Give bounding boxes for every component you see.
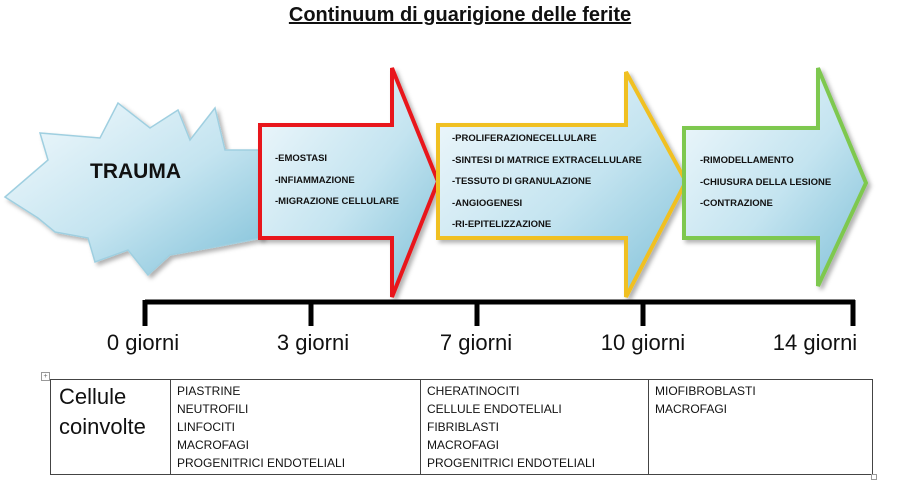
- cell-item: FIBRIBLASTI: [427, 420, 500, 434]
- diagram-title: Continuum di guarigione delle ferite: [288, 4, 632, 26]
- day-label-7: 7 giorni: [439, 330, 513, 355]
- phase-2-item: -TESSUTO DI GRANULAZIONE: [452, 176, 592, 187]
- day-label-14: 14 giorni: [772, 330, 858, 355]
- cell-item: NEUTROFILI: [177, 402, 249, 416]
- table-move-handle-icon[interactable]: +: [41, 372, 50, 381]
- cell-item: CHERATINOCITI: [427, 384, 520, 398]
- phase-3-item: -CHIUSURA DELLA LESIONE: [700, 176, 832, 188]
- phase-2-text: [452, 128, 642, 236]
- phase-1-item: -MIGRAZIONE CELLULARE: [275, 196, 400, 207]
- cell-item: PROGENITRICI ENDOTELIALI: [177, 456, 346, 470]
- phase-2-item: -ANGIOGENESI: [452, 197, 523, 209]
- timeline-axis: [145, 300, 855, 326]
- cell-item: MIOFIBROBLASTI: [655, 384, 756, 398]
- cells-table: [50, 379, 873, 475]
- phase-2-item: -SINTESI DI MATRICE EXTRACELLULARE: [452, 154, 642, 166]
- cells-column-1: [171, 380, 421, 475]
- cell-item: LINFOCITI: [177, 420, 236, 434]
- cells-column-2: [421, 380, 649, 475]
- phase-2-item: -RI-EPITELIZZAZIONE: [452, 219, 552, 230]
- day-label-0: 0 giorni: [106, 330, 180, 355]
- cell-item: PROGENITRICI ENDOTELIALI: [427, 456, 596, 470]
- phase-3-item: -CONTRAZIONE: [700, 198, 773, 209]
- trauma-burst-shape: [5, 103, 262, 275]
- phase-3-text: [700, 150, 831, 215]
- cell-item: MACROFAGI: [655, 402, 728, 416]
- phase-1-text: [275, 148, 399, 213]
- phase-1-item: -INFIAMMAZIONE: [275, 174, 355, 186]
- phase-2-item: -PROLIFERAZIONECELLULARE: [452, 133, 597, 144]
- cell-item: CELLULE ENDOTELIALI: [427, 402, 562, 416]
- cells-header: Cellule coinvolte: [51, 380, 171, 475]
- phase-1-item: -EMOSTASI: [275, 153, 328, 164]
- day-label-10: 10 giorni: [600, 330, 686, 355]
- cell-item: MACROFAGI: [427, 438, 500, 452]
- day-label-3: 3 giorni: [276, 330, 350, 355]
- table-resize-handle[interactable]: [871, 474, 877, 480]
- cells-column-3: [649, 380, 873, 475]
- cell-item: PIASTRINE: [177, 384, 241, 398]
- phase-3-item: -RIMODELLAMENTO: [700, 155, 794, 166]
- cell-item: MACROFAGI: [177, 438, 250, 452]
- trauma-label: TRAUMA: [90, 160, 181, 183]
